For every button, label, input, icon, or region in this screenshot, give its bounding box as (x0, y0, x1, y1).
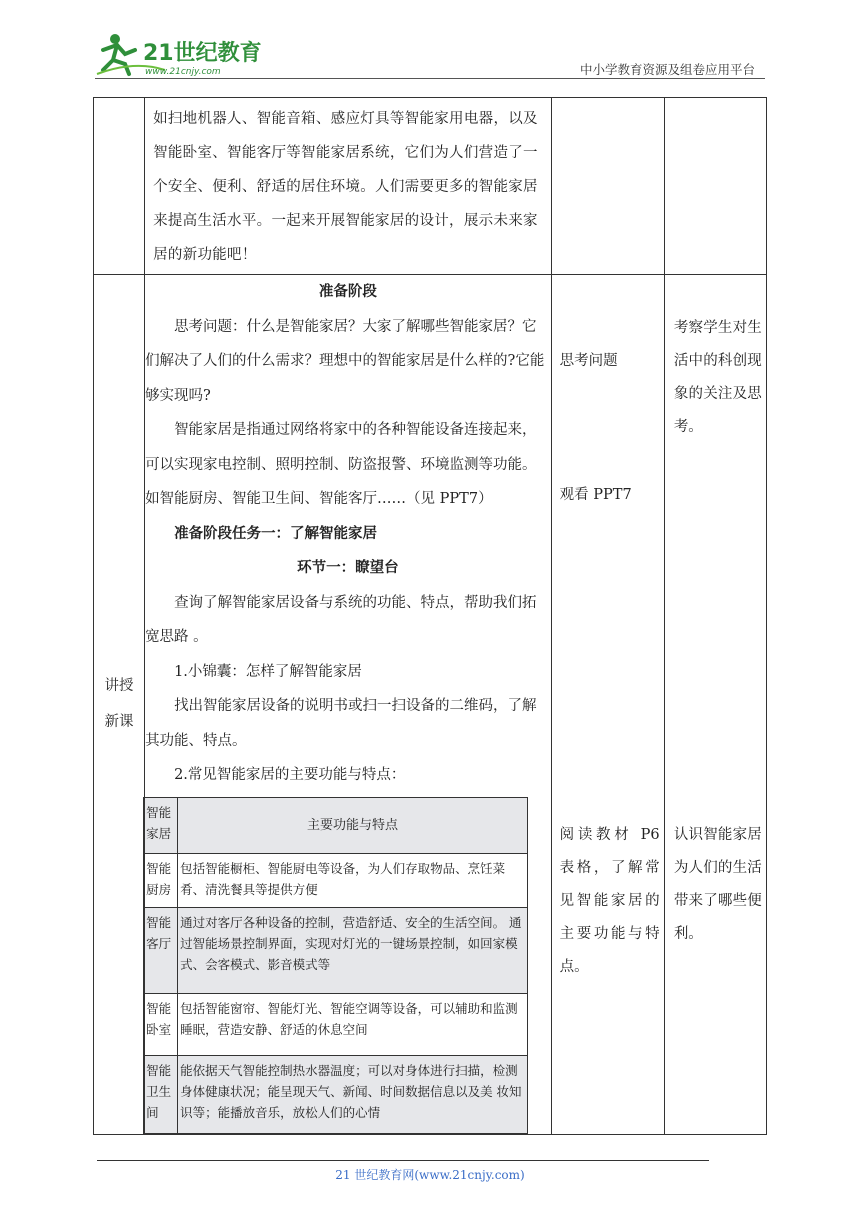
activity-think: 思考问题 (559, 353, 618, 369)
logo-url: www.21cnjy.com (145, 67, 221, 77)
student-activity-cell (551, 275, 664, 1135)
site-logo[interactable] (95, 30, 265, 78)
list-title: 2.常见智能家居的主要功能与特点： (174, 767, 406, 783)
row-name: 智能客厅 (144, 907, 178, 993)
footer-text[interactable]: 21 世纪教育网(www.21cnjy.com) (335, 1168, 525, 1182)
row-name: 智能卫生间 (144, 1055, 178, 1133)
stage-title: 准备阶段 (318, 283, 377, 300)
section-label-cell (94, 275, 145, 1135)
intro-intent-cell (664, 98, 766, 275)
intro-text: 如扫地机器人、智能音箱、感应灯具等智能家用电器，以及智能卧室、智能客厅等智能家居系统，它们为人们营造了一个安全、便利、舒适的居住环境。人们需要更多的智能家居来提高生活水平。一起来开展智能家居的设计，展示未来家居的新功能吧！ (153, 111, 538, 263)
inner-table-header (144, 797, 528, 853)
lesson-table (93, 97, 767, 1135)
row-desc: 能依据天气智能控制热水器温度；可以对身体进行扫描，检测身体健康状况；能呈现天气、新闻、时间数据信息以及美 妆知识等；能播放音乐，放松人们的心情 (178, 1055, 528, 1133)
activity-watch: 观看 PPT7 (559, 487, 632, 503)
intent-understand: 认识智能家居为人们的生活带来了哪些便利。 (673, 827, 762, 942)
logo-runner-icon (95, 30, 265, 78)
page-header (95, 30, 765, 80)
intent-observe: 考察学生对生活中的科创现象的关注及思考。 (673, 320, 762, 435)
section-label: 讲授新课 (104, 678, 134, 731)
activity-read: 阅读教材 P6 表格，了解常见智能家居的主要功能与特点。 (559, 827, 660, 975)
intro-activity-cell (551, 98, 664, 275)
table-row (144, 853, 528, 907)
design-intent-cell (664, 275, 766, 1135)
tip-title: 1.小锦囊：怎样了解智能家居 (174, 663, 362, 680)
teaching-row (94, 275, 767, 1135)
row-desc: 通过对客厅各种设备的控制，营造舒适、安全的生活空间。 通过智能场景控制界面，实现对灯光的一键场景控制，如回家模式、会客模式、影音模式等 (178, 907, 528, 993)
intro-label-cell (94, 98, 145, 275)
link-title: 环节一：瞭望台 (297, 559, 399, 576)
table-row (144, 1055, 528, 1133)
definition-paragraph: 智能家居是指通过网络将家中的各种智能设备连接起来，可以实现家电控制、照明控制、防盗报警、环境监测等功能。如智能厨房、智能卫生间、智能客厅……（见 PPT7） (145, 422, 537, 507)
table-row (144, 907, 528, 993)
footer-divider (97, 1160, 709, 1161)
row-desc: 包括智能橱柜、智能厨电等设备，为人们存取物品、烹饪菜肴、清洗餐具等提供方便 (178, 853, 528, 907)
row-name: 智能卧室 (144, 993, 178, 1055)
smart-home-table (143, 797, 528, 1134)
tip-description: 找出智能家居设备的说明书或扫一扫设备的二维码，了解其功能、特点。 (145, 698, 537, 749)
intro-content-cell (145, 98, 552, 275)
table-row (144, 993, 528, 1055)
row-desc: 包括智能窗帘、智能灯光、智能空调等设备，可以辅助和监测睡眠，营造安静、舒适的休息空间 (178, 993, 528, 1055)
row-name: 智能厨房 (144, 853, 178, 907)
question-paragraph: 思考问题：什么是智能家居？大家了解哪些智能家居？它们解决了人们的什么需求？理想中的智能家居是什么样的?它能够实现吗? (145, 318, 545, 404)
link-description: 查询了解智能家居设备与系统的功能、特点，帮助我们拓宽思路 。 (145, 594, 537, 645)
header-divider (95, 78, 765, 79)
site-name: 中小学教育资源及组卷应用平台 (579, 62, 755, 77)
header-col2: 主要功能与特点 (178, 797, 528, 853)
intro-row (94, 98, 767, 275)
task-title: 准备阶段任务一：了解智能家居 (174, 524, 378, 542)
header-col1: 智能家居 (144, 797, 178, 853)
logo-text: 21世纪教育 (143, 41, 262, 66)
teaching-content-cell (145, 275, 552, 1135)
